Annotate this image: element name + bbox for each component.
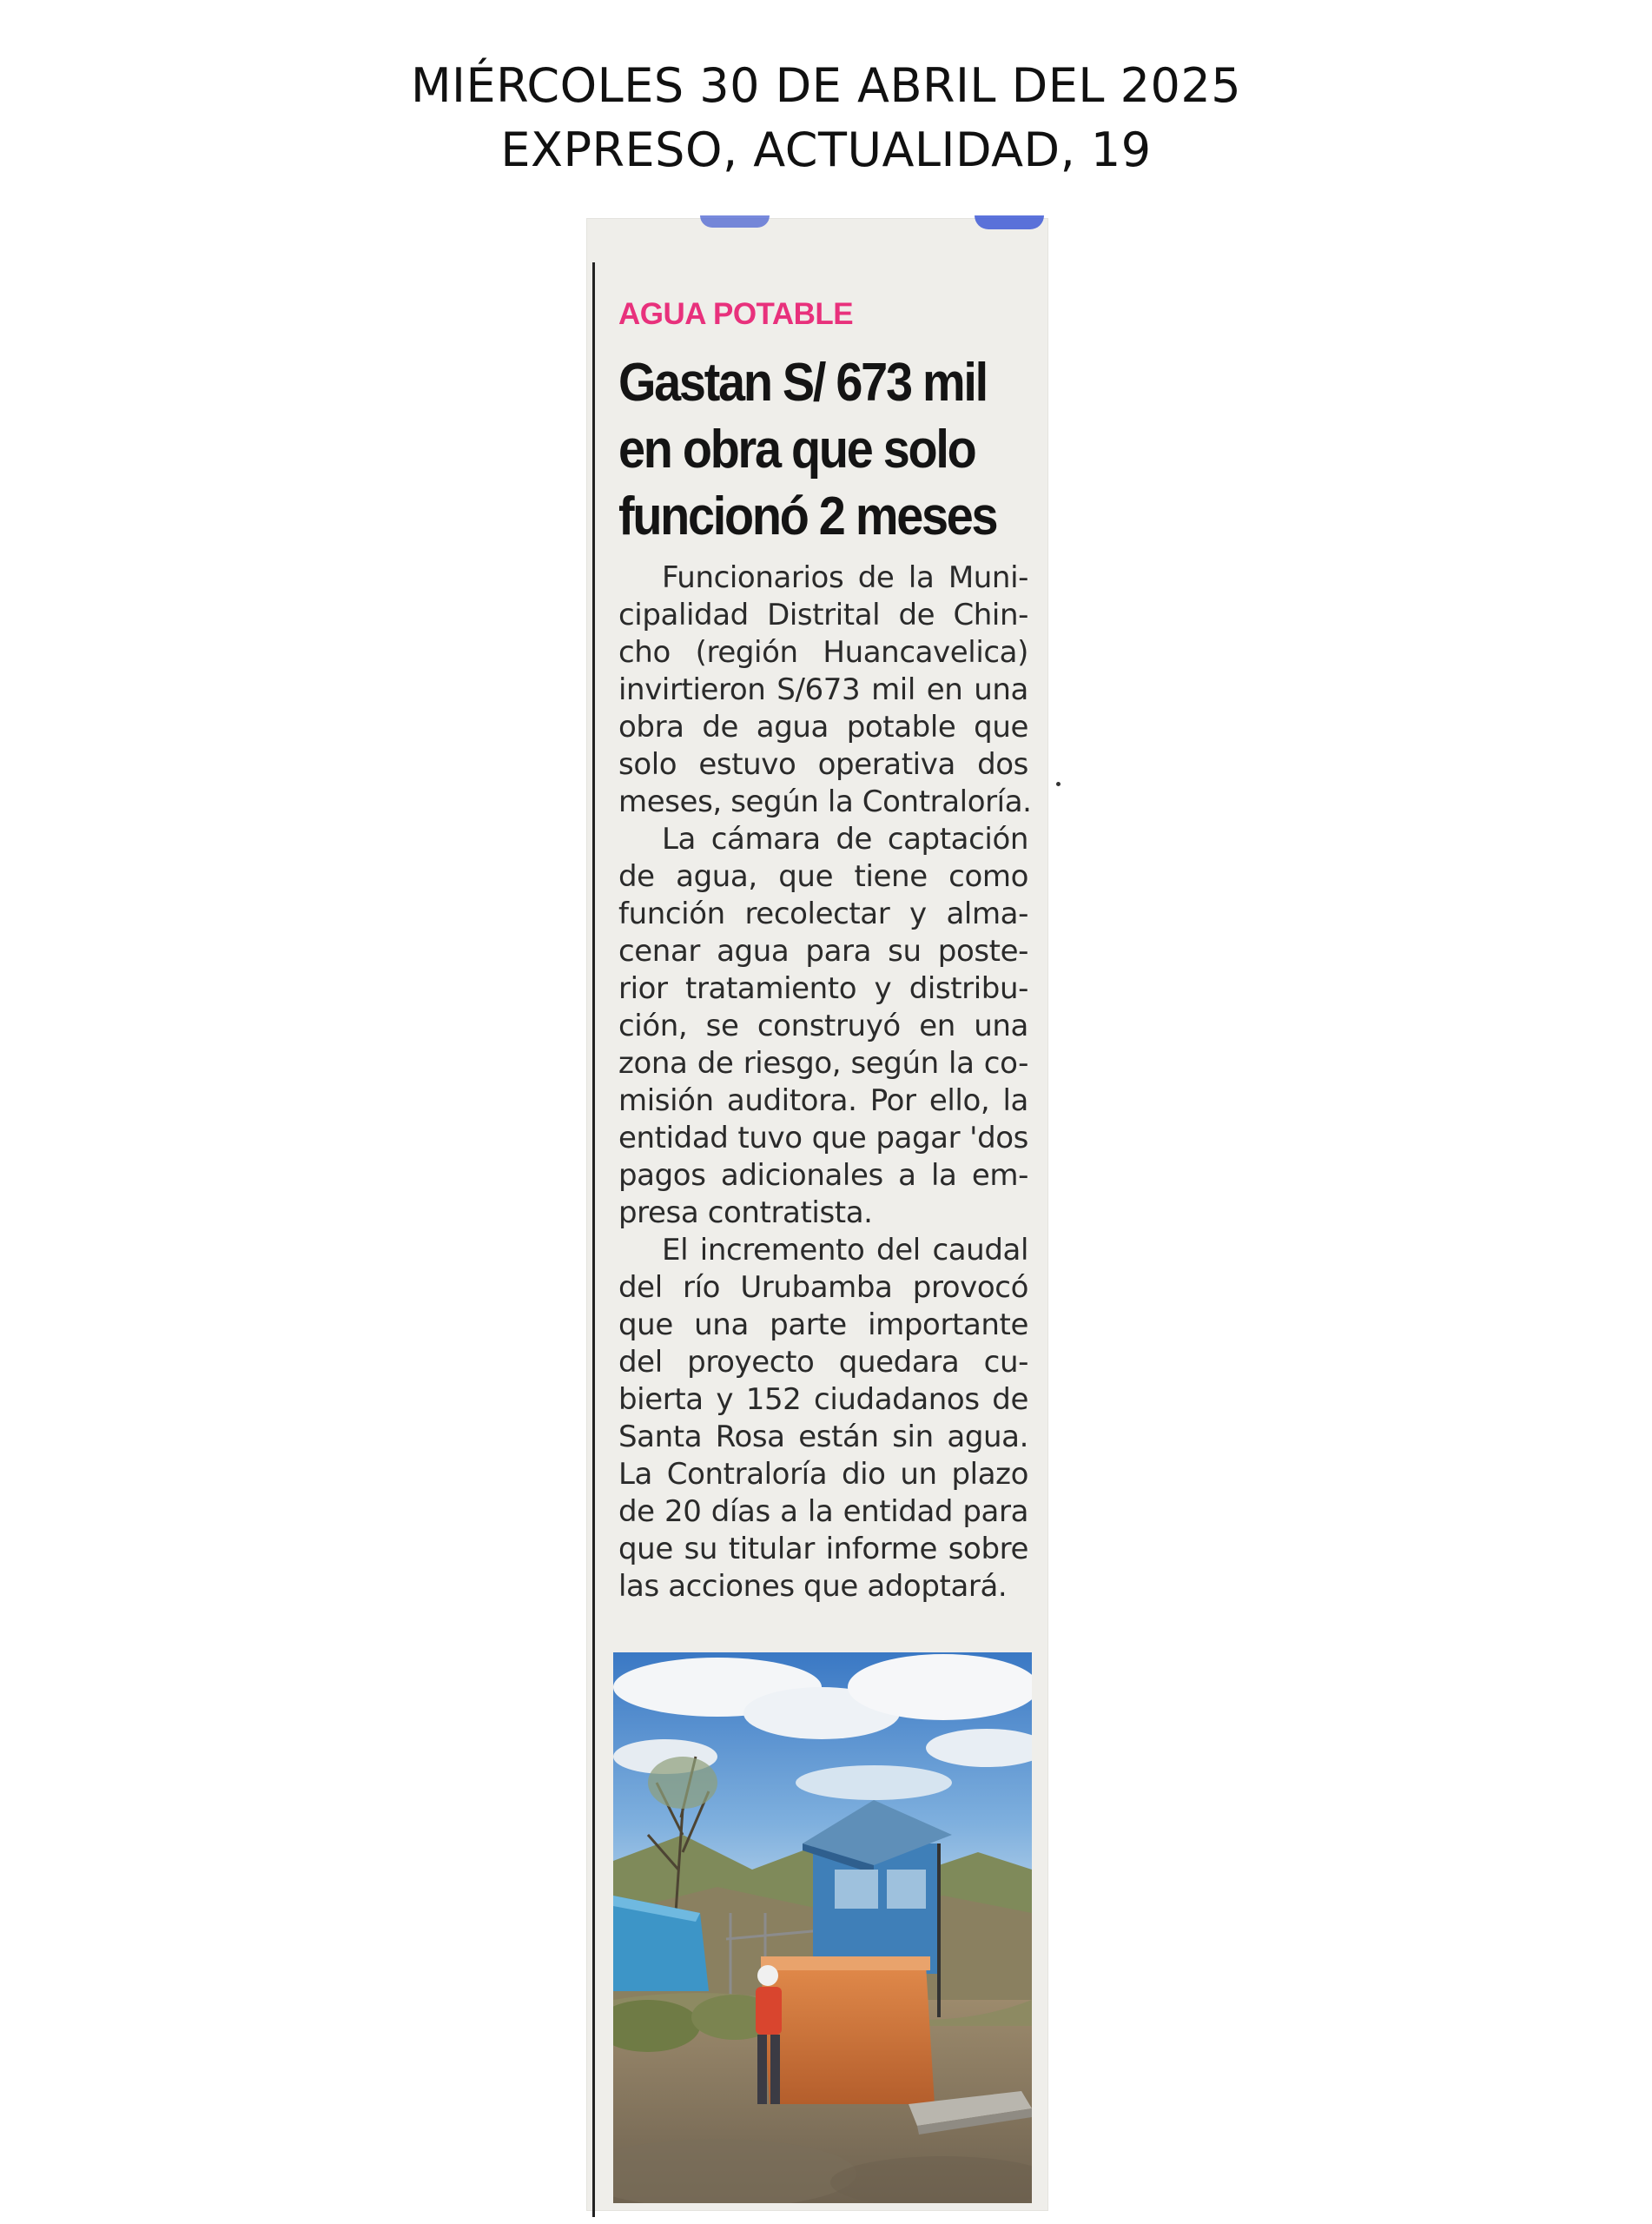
body-line: bierta y 152 ciudadanos de: [618, 1382, 1028, 1417]
article-headline: [618, 349, 997, 550]
body-line: solo estuvo operativa dos: [618, 747, 1028, 782]
top-ink-mark: [700, 215, 770, 228]
newspaper-clipping: [587, 219, 1047, 2210]
body-line: invirtieron S/673 mil en una: [618, 672, 1028, 707]
body-line: que una parte importante: [618, 1307, 1028, 1342]
body-line: La cámara de captación: [662, 822, 1028, 857]
publication-source: EXPRESO, ACTUALIDAD, 19: [500, 122, 1152, 177]
headline-line: Gastan S/ 673 mil: [618, 353, 987, 413]
headline-line: en obra que solo: [618, 420, 975, 480]
body-line: presa contratista.: [618, 1195, 873, 1230]
body-line: obra de agua potable que: [618, 710, 1028, 745]
body-line: del proyecto quedara cu-: [618, 1345, 1028, 1380]
body-line: La Contraloría dio un plazo: [618, 1457, 1028, 1492]
article-kicker: AGUA POTABLE: [618, 297, 854, 331]
article-photo: [613, 1652, 1032, 2203]
body-line: zona de riesgo, según la co-: [618, 1046, 1028, 1081]
body-line: ción, se construyó en una: [618, 1009, 1028, 1043]
body-line: de 20 días a la entidad para: [618, 1494, 1028, 1529]
body-line: del río Urubamba provocó: [618, 1270, 1028, 1305]
body-line: pagos adicionales a la em-: [618, 1158, 1028, 1193]
top-ink-mark: [975, 215, 1044, 229]
body-line: cenar agua para su poste-: [618, 934, 1028, 969]
print-speck: [1056, 782, 1061, 786]
article-body: [618, 559, 1032, 1605]
headline-line: funcionó 2 meses: [618, 486, 997, 546]
body-line: Santa Rosa están sin agua.: [618, 1420, 1028, 1454]
body-line: entidad tuvo que pagar 'dos: [618, 1121, 1028, 1155]
publication-date: MIÉRCOLES 30 DE ABRIL DEL 2025: [410, 58, 1242, 113]
body-line: Funcionarios de la Muni-: [662, 560, 1028, 595]
body-line: cipalidad Distrital de Chin-: [618, 598, 1028, 632]
clipping-header: [0, 54, 1652, 182]
water-intake-photo: [613, 1652, 1032, 2203]
body-line: misión auditora. Por ello, la: [618, 1083, 1028, 1118]
body-line: función recolectar y alma-: [618, 897, 1028, 931]
body-line: cho (región Huancavelica): [618, 635, 1028, 670]
column-rule: [592, 262, 595, 2217]
body-line: que su titular informe sobre: [618, 1532, 1028, 1566]
body-line: meses, según la Contraloría.: [618, 784, 1032, 819]
body-line: El incremento del caudal: [662, 1233, 1028, 1268]
body-line: las acciones que adoptará.: [618, 1569, 1008, 1604]
body-line: rior tratamiento y distribu-: [618, 971, 1028, 1006]
body-line: de agua, que tiene como: [618, 859, 1028, 894]
